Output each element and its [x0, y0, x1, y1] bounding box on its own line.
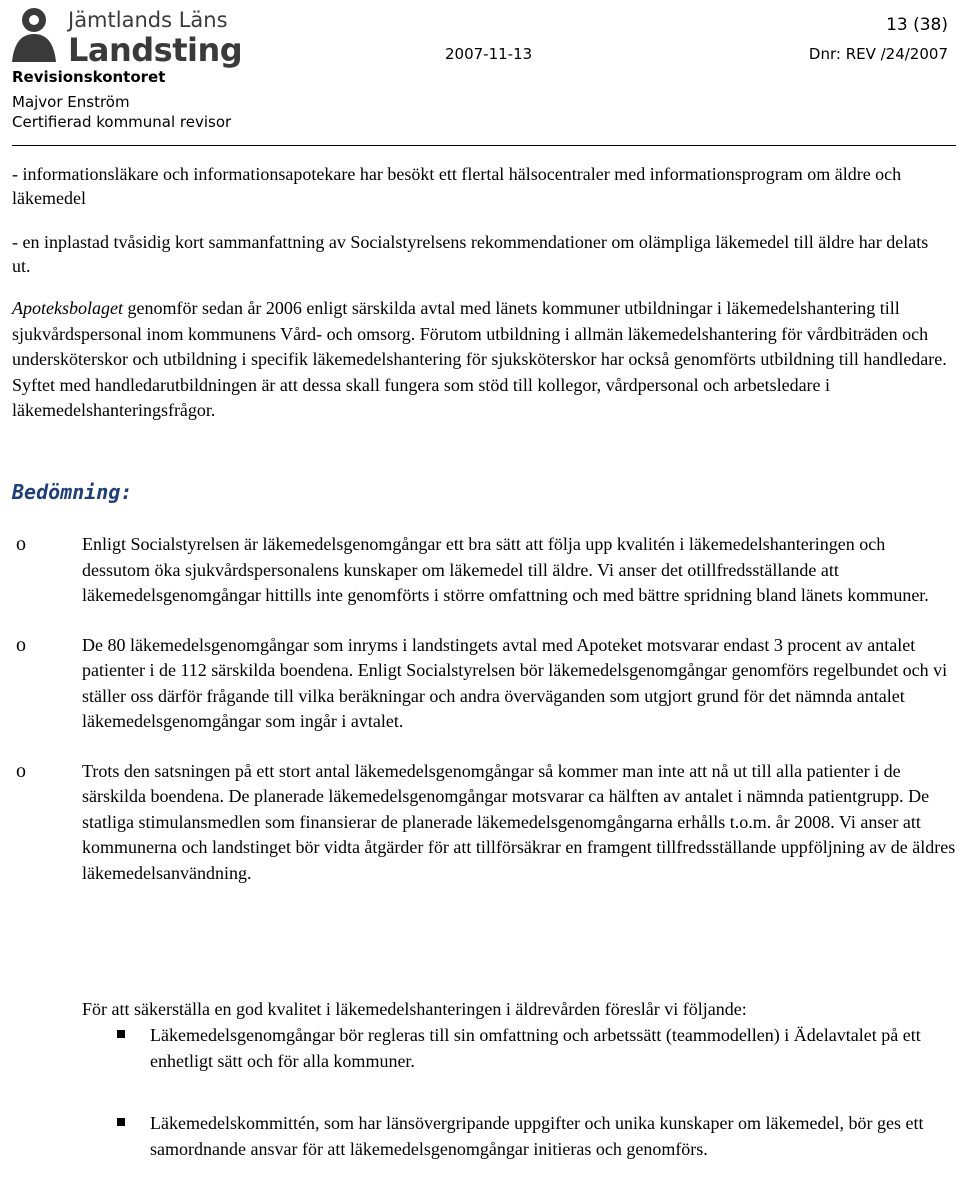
square-bullet-icon	[117, 1118, 125, 1126]
circle-bullet-icon: o	[16, 633, 26, 656]
apoteksbolaget-name: Apoteksbolaget	[12, 298, 123, 318]
page-header	[0, 0, 960, 150]
organization-name: Revisionskontoret	[12, 68, 166, 86]
recommendation-item	[82, 1110, 952, 1162]
assessment-item	[12, 532, 956, 609]
dash-item-2: - en inplastad tvåsidig kort sammanfattning av Socialstyrelsens rekommendationer om olämpliga läkemedel till äldre har delats ut.	[12, 232, 929, 276]
assessment-item	[12, 633, 956, 735]
assessment-list	[12, 532, 956, 910]
assessment-heading: Bedömning:	[12, 480, 133, 504]
landsting-logo	[10, 2, 243, 69]
author-role: Certifierad kommunal revisor	[12, 113, 232, 131]
circle-bullet-icon: o	[16, 759, 26, 782]
recommendation-text: Läkemedelsgenomgångar bör regleras till sin omfattning och arbetssätt (teammodellen) i Ädelavtalet på ett enhetligt sätt och för alla kommuner.	[150, 1025, 921, 1071]
recommendation-text: Läkemedelskommittén, som har länsövergripande uppgifter och unika kunskaper om läkemedel, bör ges ett samordnande ansvar för att läkemedelsgenomgångar initieras och genomförs.	[150, 1113, 924, 1159]
logo-text-bottom: Landsting	[68, 31, 243, 69]
assessment-item-text: De 80 läkemedelsgenomgångar som inryms i landstingets avtal med Apoteket motsvarar endast 3 procent av antalet patienter i de 112 särskilda boendena. Enligt Socialstyrelsen bör läkemedelsgenomgångar genomförs regelbundet och vi ställer oss därför frågande till vilka beräkningar och andra överväganden som utgjort grund för det nämnda antalet läkemedelsgenomgångar som ingår i avtalet.	[82, 634, 948, 731]
apoteksbolaget-paragraph	[12, 296, 952, 424]
dash-item-1: - informationsläkare och informationsapotekare har besökt ett flertal hälsocentraler med informationsprogram om äldre och läkemedel	[12, 164, 902, 208]
recommendation-item	[82, 1022, 952, 1074]
assessment-item	[12, 759, 956, 887]
square-bullet-icon	[117, 1030, 125, 1038]
apoteksbolaget-body: genomför sedan år 2006 enligt särskilda avtal med länets kommuner utbildningar i läkemedelshantering till sjukvårdspersonal inom kommunens Vård- och omsorg. Förutom utbildning i allmän läkemedelshantering för vårdbiträden och undersköterskor och utbildning i specifik läkemedelshantering för sjuksköterskor har också genomförts utbildning till handledare. Syftet med handledarutbildningen är att dessa skall fungera som stöd till kollegor, vårdpersonal och arbetsledare i läkemedelshanteringsfrågor.	[12, 298, 947, 420]
paragraph-text	[12, 296, 952, 424]
header-divider	[12, 145, 956, 146]
logo-mark-icon	[10, 2, 58, 62]
recommendations-section	[82, 997, 952, 1162]
registration-number: Dnr: REV /24/2007	[808, 45, 948, 63]
logo-text-top: Jämtlands Läns	[68, 8, 228, 32]
document-date: 2007-11-13	[445, 45, 533, 63]
author-name: Majvor Enström	[12, 93, 130, 111]
assessment-item-text: Trots den satsningen på ett stort antal läkemedelsgenomgångar så kommer man inte att nå ut till alla patienter i de särskilda boendena. De planerade läkemedelsgenomgångar motsvarar ca hälften av antalet i nämnda patientgrupp. De statliga stimulansmedlen som finansierar de planerade läkemedelsgenomgångarna erhålls t.o.m. år 2008. Vi anser att kommunerna och landstinget bör vidta åtgärder för att tillförsäkrar en framgent tillfredsställande uppföljning av de äldres läkemedelsanvändning.	[82, 760, 956, 883]
recommendations-intro: För att säkerställa en god kvalitet i läkemedelshanteringen i äldrevården föreslår vi följande:	[82, 999, 747, 1019]
circle-bullet-icon: o	[16, 533, 26, 555]
page-number: 13 (38)	[886, 15, 948, 35]
assessment-item-text: Enligt Socialstyrelsen är läkemedelsgenomgångar ett bra sätt att följa upp kvalitén i läkemedelshanteringen och dessutom öka sjukvårdspersonalens kunskaper om läkemedel till äldre. Vi anser det otillfredsställande att läkemedelsgenomgångar hittills inte genomförts i större omfattning och med bättre spridning bland länets kommuner.	[82, 534, 929, 605]
